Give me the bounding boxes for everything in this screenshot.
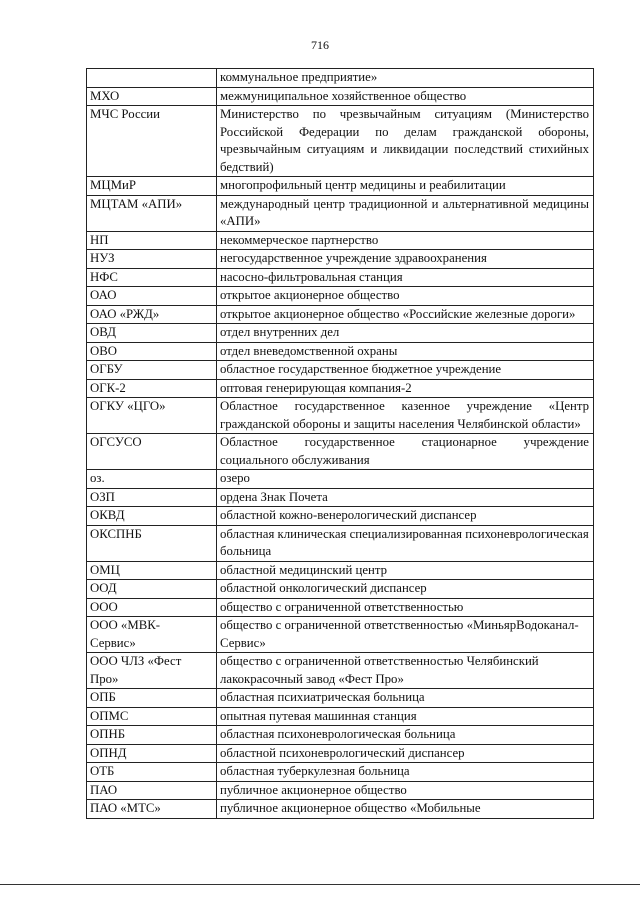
table-row — [87, 342, 594, 361]
table-row — [87, 177, 594, 196]
table-row — [87, 507, 594, 526]
definition-cell: общество с ограниченной ответственностью — [217, 598, 594, 617]
table-row — [87, 800, 594, 819]
definition-cell: межмуниципальное хозяйственное общество — [217, 87, 594, 106]
abbreviation-cell: ОПМС — [87, 707, 217, 726]
definition-cell: ордена Знак Почета — [217, 488, 594, 507]
table-row — [87, 488, 594, 507]
abbreviation-cell: МЦМиР — [87, 177, 217, 196]
definition-cell: Областное государственное казенное учреждение «Центр гражданской обороны и защиты населения Челябинской области» — [217, 398, 594, 434]
definition-cell: областное государственное бюджетное учреждение — [217, 361, 594, 380]
table-row — [87, 434, 594, 470]
abbreviation-cell: ОАО «РЖД» — [87, 305, 217, 324]
definition-cell: открытое акционерное общество — [217, 287, 594, 306]
definition-cell: отдел вневедомственной охраны — [217, 342, 594, 361]
abbreviation-cell: МХО — [87, 87, 217, 106]
table-row — [87, 379, 594, 398]
abbreviations-table-body — [87, 69, 594, 819]
abbreviation-cell: ОМЦ — [87, 561, 217, 580]
definition-cell: насосно-фильтровальная станция — [217, 268, 594, 287]
table-row — [87, 398, 594, 434]
definition-cell: открытое акционерное общество «Российские железные дороги» — [217, 305, 594, 324]
table-row — [87, 287, 594, 306]
abbreviation-cell: ОКСПНБ — [87, 525, 217, 561]
definition-cell: общество с ограниченной ответственностью Челябинский лакокрасочный завод «Фест Про» — [217, 653, 594, 689]
abbreviation-cell: НУЗ — [87, 250, 217, 269]
abbreviation-cell: ОПНД — [87, 744, 217, 763]
abbreviation-cell: ООО «МВК- Сервис» — [87, 617, 217, 653]
table-row — [87, 361, 594, 380]
table-row — [87, 69, 594, 88]
abbreviation-cell: ОЗП — [87, 488, 217, 507]
abbreviation-cell: ОКВД — [87, 507, 217, 526]
definition-cell: озеро — [217, 470, 594, 489]
definition-cell: опытная путевая машинная станция — [217, 707, 594, 726]
definition-cell: Областное государственное стационарное учреждение социального обслуживания — [217, 434, 594, 470]
table-row — [87, 470, 594, 489]
abbreviation-cell: оз. — [87, 470, 217, 489]
table-row — [87, 268, 594, 287]
abbreviations-table — [86, 68, 594, 819]
table-row — [87, 561, 594, 580]
abbreviation-cell: ОПНБ — [87, 726, 217, 745]
definition-cell: оптовая генерирующая компания-2 — [217, 379, 594, 398]
abbreviation-cell: ПАО — [87, 781, 217, 800]
table-row — [87, 707, 594, 726]
table-row — [87, 689, 594, 708]
abbreviation-cell: ООО ЧЛЗ «Фест Про» — [87, 653, 217, 689]
abbreviation-cell: ОВО — [87, 342, 217, 361]
definition-cell: публичное акционерное общество «Мобильные — [217, 800, 594, 819]
table-row — [87, 617, 594, 653]
table-row — [87, 250, 594, 269]
definition-cell: областной психоневрологический диспансер — [217, 744, 594, 763]
abbreviation-cell: НП — [87, 231, 217, 250]
page-number: 716 — [311, 38, 329, 52]
abbreviation-cell: ПАО «МТС» — [87, 800, 217, 819]
definition-cell: коммунальное предприятие» — [217, 69, 594, 88]
footer-divider — [0, 884, 640, 885]
abbreviation-cell: ООО — [87, 598, 217, 617]
abbreviation-cell: ОГК-2 — [87, 379, 217, 398]
table-row — [87, 324, 594, 343]
abbreviation-cell — [87, 69, 217, 88]
table-row — [87, 305, 594, 324]
table-row — [87, 598, 594, 617]
table-row — [87, 653, 594, 689]
definition-cell: многопрофильный центр медицины и реабилитации — [217, 177, 594, 196]
table-row — [87, 231, 594, 250]
table-row — [87, 525, 594, 561]
table-row — [87, 763, 594, 782]
definition-cell: областной медицинский центр — [217, 561, 594, 580]
abbreviation-cell: ОАО — [87, 287, 217, 306]
abbreviation-cell: ОГБУ — [87, 361, 217, 380]
abbreviation-cell: ОВД — [87, 324, 217, 343]
table-row — [87, 106, 594, 177]
definition-cell: негосударственное учреждение здравоохранения — [217, 250, 594, 269]
table-row — [87, 580, 594, 599]
table-row — [87, 726, 594, 745]
abbreviation-cell: МЧС России — [87, 106, 217, 177]
table-row — [87, 87, 594, 106]
definition-cell: Министерство по чрезвычайным ситуациям (Министерство Российской Федерации по делам гражданской обороны, чрезвычайным ситуациям и ликвидации последствий стихийных бедствий) — [217, 106, 594, 177]
table-row — [87, 781, 594, 800]
definition-cell: общество с ограниченной ответственностью «МиньярВодоканал-Сервис» — [217, 617, 594, 653]
definition-cell: международный центр традиционной и альтернативной медицины «АПИ» — [217, 195, 594, 231]
definition-cell: некоммерческое партнерство — [217, 231, 594, 250]
definition-cell: отдел внутренних дел — [217, 324, 594, 343]
abbreviation-cell: ОГСУСО — [87, 434, 217, 470]
definition-cell: областной онкологический диспансер — [217, 580, 594, 599]
definition-cell: областная туберкулезная больница — [217, 763, 594, 782]
definition-cell: областная психиатрическая больница — [217, 689, 594, 708]
abbreviation-cell: НФС — [87, 268, 217, 287]
abbreviation-cell: МЦТАМ «АПИ» — [87, 195, 217, 231]
abbreviation-cell: ООД — [87, 580, 217, 599]
definition-cell: областной кожно-венерологический диспансер — [217, 507, 594, 526]
abbreviation-cell: ОПБ — [87, 689, 217, 708]
abbreviation-cell: ОГКУ «ЦГО» — [87, 398, 217, 434]
definition-cell: публичное акционерное общество — [217, 781, 594, 800]
table-row — [87, 195, 594, 231]
definition-cell: областная психоневрологическая больница — [217, 726, 594, 745]
abbreviation-cell: ОТБ — [87, 763, 217, 782]
table-row — [87, 744, 594, 763]
definition-cell: областная клиническая специализированная психоневрологическая больница — [217, 525, 594, 561]
